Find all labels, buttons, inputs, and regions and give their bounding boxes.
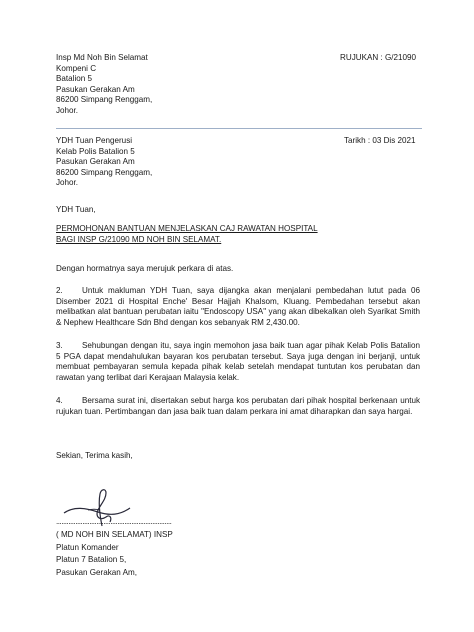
recipient-line: Johor. bbox=[56, 178, 79, 188]
sender-line: Johor. bbox=[56, 105, 79, 115]
opening-sentence: Dengan hormatnya saya merujuk perkara di atas. bbox=[56, 264, 234, 273]
letter-date: Tarikh : 03 Dis 2021 bbox=[344, 136, 416, 145]
recipient-line: YDH Tuan Pengerusi bbox=[56, 136, 133, 145]
sender-line: 86200 Simpang Renggam, bbox=[56, 95, 153, 105]
sender-line: Kompeni C bbox=[56, 63, 97, 73]
signature-line: .................................................................. bbox=[56, 517, 172, 526]
paragraph-3 bbox=[56, 341, 420, 383]
signatory-line: ( MD NOH BIN SELAMAT) INSP bbox=[56, 530, 173, 539]
paragraph-text: Untuk makluman YDH Tuan, saya dijangka akan menjalani pembedahan lutut pada 06 Disember 2021 di Hospital Enche' Besar Hajjah Khalsom, Kluang. Pembedahan tersebut akan melibatkan alat bantuan perubatan iaitu "Endoscopy USA" yang akan dibekalkan oleh Syarikat Smith & Nephew Healthcare Sdn Bhd dengan kos sebanyak RM 2,430.00. bbox=[56, 286, 420, 327]
closing: Sekian, Terima kasih, bbox=[56, 451, 133, 460]
subject-line: BAGI INSP G/21090 MD NOH BIN SELAMAT. bbox=[56, 234, 222, 244]
paragraph-text: Bersama surat ini, disertakan sebut harga kos perubatan dari pihak hospital berkenaan untuk rujukan tuan. Pertimbangan dan jasa baik tuan dalam perkara ini amat diharapkan dan saya hargai. bbox=[56, 396, 420, 416]
paragraph-4 bbox=[56, 396, 420, 417]
paragraph-2 bbox=[56, 286, 420, 328]
subject bbox=[56, 224, 318, 245]
reference-number: RUJUKAN : G/21090 bbox=[340, 53, 417, 62]
sender-line: Pasukan Gerakan Am bbox=[56, 84, 135, 94]
recipient-address bbox=[56, 136, 152, 189]
sender-address bbox=[56, 53, 152, 117]
paragraph-number: 2. bbox=[56, 286, 63, 295]
subject-line: PERMOHONAN BANTUAN MENJELASKAN CAJ RAWATAN HOSPITAL bbox=[56, 224, 318, 233]
sender-line: Batalion 5 bbox=[56, 74, 92, 84]
salutation: YDH Tuan, bbox=[56, 205, 96, 214]
recipient-line: 86200 Simpang Renggam, bbox=[56, 167, 153, 177]
header-divider bbox=[56, 128, 422, 129]
signatory-line: Pasukan Gerakan Am, bbox=[56, 567, 137, 577]
signatory-line: Platun Komander bbox=[56, 542, 119, 552]
paragraph-number: 4. bbox=[56, 396, 63, 405]
sender-line: Insp Md Noh Bin Selamat bbox=[56, 53, 148, 62]
paragraph-text: Sehubungan dengan itu, saya ingin memohon jasa baik tuan agar pihak Kelab Polis Batalion 5 PGA dapat mendahulukan bayaran kos perubatan tersebut. Saya juga dengan ini berjanji, untuk membuat pembayaran semula kepada pihak kelab setelah mendapat tuntutan kos perubatan dan rawatan yang terlibat dari Kerajaan Malaysia kelak. bbox=[56, 341, 420, 382]
paragraph-number: 3. bbox=[56, 341, 63, 350]
recipient-line: Pasukan Gerakan Am bbox=[56, 157, 135, 167]
recipient-line: Kelab Polis Batalion 5 bbox=[56, 146, 135, 156]
signatory-block bbox=[56, 530, 173, 578]
signatory-line: Platun 7 Batalion 5, bbox=[56, 555, 127, 565]
